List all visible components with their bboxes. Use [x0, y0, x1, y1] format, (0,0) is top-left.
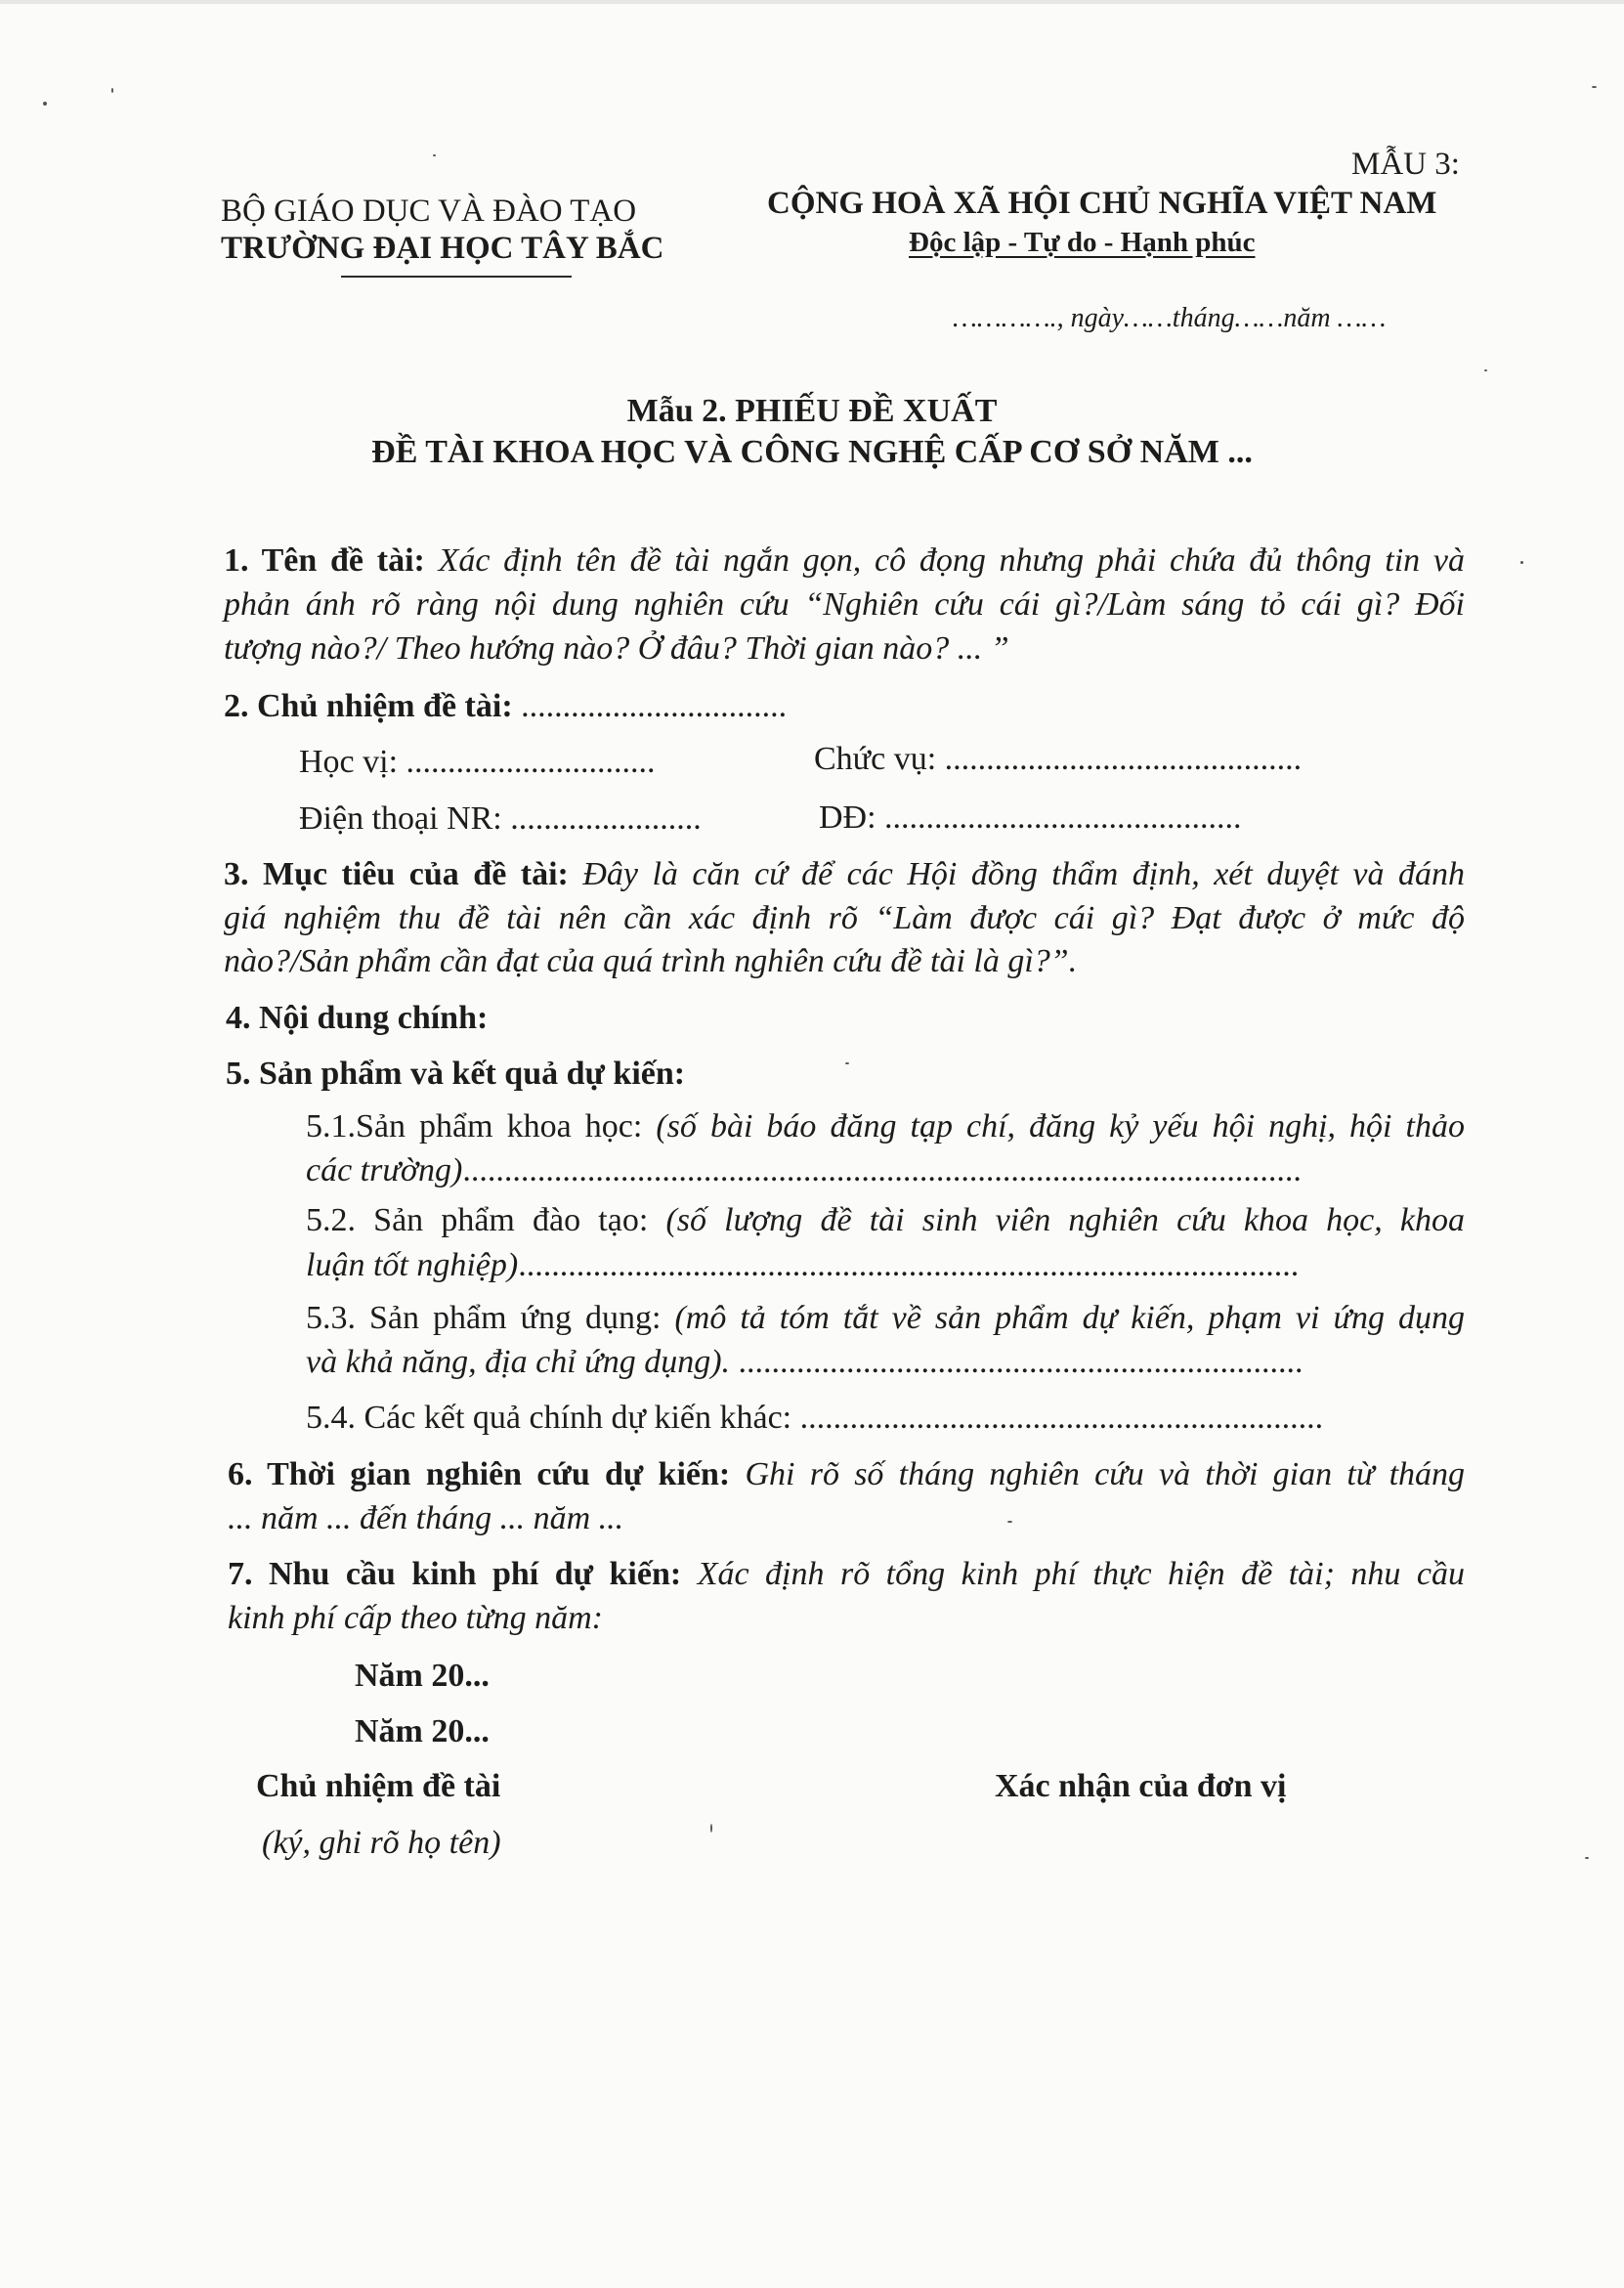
item-5-2-line-1 — [306, 1202, 1465, 1239]
section-7-label: 7. Nhu cầu kinh phí dự kiến: — [228, 1556, 682, 1592]
item-5-4-label: 5.4. Các kết quả chính dự kiến khác: — [306, 1400, 792, 1436]
item-5-3-label: 5.3. Sản phẩm ứng dụng: — [306, 1300, 662, 1336]
item-5-1-line-2 — [306, 1152, 1302, 1189]
scan-speck — [1585, 1857, 1589, 1859]
scan-speck — [710, 1824, 712, 1833]
item-5-3-text-2: và khả năng, địa chỉ ứng dụng). — [306, 1344, 731, 1380]
scan-speck — [1520, 561, 1523, 564]
university-underline — [341, 276, 572, 278]
item-5-3-line-2 — [306, 1344, 1303, 1381]
section-1-line-3: tượng nào?/ Theo hướng nào? Ở đâu? Thời gian nào? ... ” — [224, 630, 1009, 667]
scan-speck — [1592, 86, 1597, 88]
section-7-line-2: kinh phí cấp theo từng năm: — [228, 1600, 603, 1636]
home-phone-field[interactable]: Điện thoại NR: ....................... — [299, 800, 702, 837]
date-line: …………., ngày……tháng……năm …… — [953, 303, 1387, 333]
scan-speck — [43, 102, 47, 106]
section-3-line-2: giá nghiệm thu đề tài nên cần xác định rõ “Làm được cái gì? Đạt được ở mức độ — [224, 900, 1465, 936]
signature-left-note: (ký, ghi rõ họ tên) — [262, 1825, 501, 1861]
item-5-2-label: 5.2. Sản phẩm đào tạo: — [306, 1202, 649, 1238]
form-title: Mẫu 2. PHIẾU ĐỀ XUẤT — [626, 393, 998, 429]
item-5-2-line-2 — [306, 1247, 1299, 1284]
budget-year-1: Năm 20... — [355, 1658, 490, 1694]
item-5-2-text-2: luận tốt nghiệp) — [306, 1247, 519, 1283]
item-5-2-text: (số lượng đề tài sinh viên nghiên cứu khoa học, khoa — [665, 1202, 1465, 1238]
project-leader-field[interactable]: ................................ — [521, 688, 788, 724]
form-code: MẪU 3: — [1351, 147, 1460, 182]
section-1-label: 1. Tên đề tài: — [224, 542, 425, 579]
ministry-name: BỘ GIÁO DỤC VÀ ĐÀO TẠO — [221, 194, 637, 229]
section-6-text-1: Ghi rõ số tháng nghiên cứu và thời gian từ tháng — [745, 1456, 1466, 1492]
section-6-line-2: ... năm ... đến tháng ... năm ... — [228, 1500, 624, 1536]
scan-speck — [1007, 1521, 1012, 1523]
section-2-line — [224, 688, 787, 725]
scan-speck — [433, 154, 436, 156]
scan-edge — [0, 0, 1624, 4]
budget-year-2: Năm 20... — [355, 1713, 490, 1749]
signature-right-title: Xác nhận của đơn vị — [995, 1768, 1287, 1804]
section-1-line-2: phản ánh rõ ràng nội dung nghiên cứu “Nghiên cứu cái gì?/Làm sáng tỏ cái gì? Đối — [224, 586, 1465, 623]
job-position-field[interactable]: Chức vụ: ........................................... — [814, 741, 1303, 777]
item-5-4-line — [306, 1400, 1323, 1437]
university-name: TRƯỜNG ĐẠI HỌC TÂY BẮC — [221, 231, 664, 266]
section-5-label: 5. Sản phẩm và kết quả dự kiến: — [226, 1056, 686, 1092]
national-motto: Độc lập - Tự do - Hạnh phúc — [909, 227, 1256, 258]
section-3-label: 3. Mục tiêu của đề tài: — [224, 856, 569, 892]
section-2-label: 2. Chủ nhiệm đề tài: — [224, 688, 513, 724]
section-4-label: 4. Nội dung chính: — [226, 1000, 489, 1036]
signature-left-title: Chủ nhiệm đề tài — [256, 1768, 501, 1804]
item-5-1-line-1 — [306, 1108, 1465, 1145]
science-products-field[interactable]: ..................................................................................................... — [462, 1152, 1302, 1188]
scan-speck — [111, 88, 113, 93]
training-products-field[interactable]: .............................................................................................. — [518, 1247, 1300, 1283]
other-results-field[interactable]: ............................................................... — [799, 1400, 1324, 1436]
section-1-line-1 — [224, 542, 1465, 580]
mobile-phone-field[interactable]: DĐ: ........................................... — [819, 799, 1242, 836]
section-6-label: 6. Thời gian nghiên cứu dự kiến: — [228, 1456, 731, 1492]
nation-name: CỘNG HOÀ XÃ HỘI CHỦ NGHĨA VIỆT NAM — [767, 186, 1437, 221]
applied-products-field[interactable]: .................................................................... — [738, 1344, 1303, 1380]
section-3-line-1 — [224, 856, 1465, 893]
item-5-3-line-1 — [306, 1300, 1465, 1337]
item-5-1-label: 5.1.Sản phẩm khoa học: — [306, 1108, 643, 1144]
item-5-1-text-2: các trường) — [306, 1152, 463, 1188]
scan-speck — [845, 1062, 849, 1064]
section-3-line-3: nào?/Sản phẩm cần đạt của quá trình nghiên cứu đề tài là gì?”. — [224, 943, 1078, 979]
section-7-line-1 — [228, 1556, 1465, 1593]
item-5-3-text: (mô tả tóm tắt về sản phẩm dự kiến, phạm vi ứng dụng — [674, 1300, 1465, 1336]
form-subtitle: ĐỀ TÀI KHOA HỌC VÀ CÔNG NGHỆ CẤP CƠ SỞ NĂM ... — [371, 434, 1253, 470]
section-3-text-1: Đây là căn cứ để các Hội đồng thẩm định, xét duyệt và đánh — [582, 856, 1466, 892]
section-6-line-1 — [228, 1456, 1465, 1493]
item-5-1-text: (số bài báo đăng tạp chí, đăng kỷ yếu hội nghị, hội thảo — [656, 1108, 1465, 1144]
scan-speck — [1484, 369, 1487, 371]
academic-degree-field[interactable]: Học vị: .............................. — [299, 744, 656, 780]
section-7-text-1: Xác định rõ tổng kinh phí thực hiện đề tài; nhu cầu — [697, 1556, 1465, 1592]
section-1-text-1: Xác định tên đề tài ngắn gọn, cô đọng nhưng phải chứa đủ thông tin và — [438, 542, 1465, 579]
